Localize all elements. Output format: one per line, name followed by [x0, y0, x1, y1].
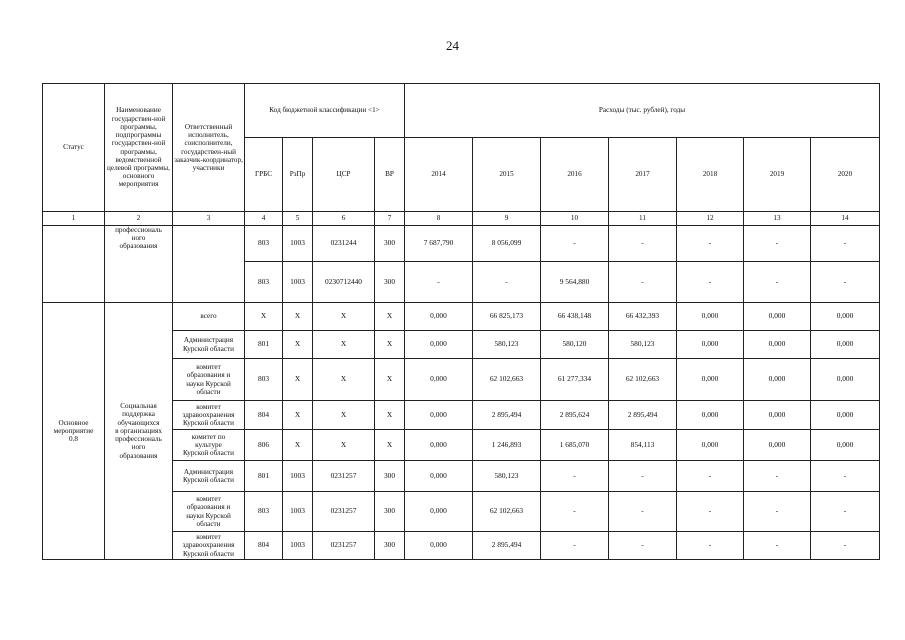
header-year: 2018	[677, 138, 744, 212]
value-cell: -	[541, 492, 609, 532]
header-expenses: Расходы (тыс. рублей), годы	[405, 84, 880, 138]
grbs-cell: 803	[245, 262, 283, 303]
executor-cell: комитет здравоохранения Курской области	[173, 401, 245, 430]
value-cell: 0,000	[405, 461, 473, 492]
header-year: 2014	[405, 138, 473, 212]
value-cell: 0,000	[744, 303, 811, 331]
csr-cell: X	[313, 359, 375, 401]
value-cell: 0,000	[744, 430, 811, 461]
header-name: Наименование государствен-ной программы, подпрограммы государствен-ной программы, ведомственной целевой программы, основного мероприятия	[105, 84, 173, 212]
vr-cell: 300	[375, 492, 405, 532]
executor-cell: всего	[173, 303, 245, 331]
value-cell: -	[811, 461, 880, 492]
value-cell: -	[677, 226, 744, 262]
header-code-rzpr: РзПр	[283, 138, 313, 212]
value-cell: 2 895,494	[609, 401, 677, 430]
value-cell: -	[811, 532, 880, 560]
value-cell: 0,000	[677, 401, 744, 430]
col-number: 4	[245, 212, 283, 226]
rzpr-cell: 1003	[283, 461, 313, 492]
col-number: 1	[43, 212, 105, 226]
value-cell: -	[744, 461, 811, 492]
header-year: 2019	[744, 138, 811, 212]
header-code-csr: ЦСР	[313, 138, 375, 212]
status-cell: Основное мероприятие 0.8	[43, 303, 105, 560]
value-cell: 580,123	[473, 461, 541, 492]
csr-cell: X	[313, 430, 375, 461]
value-cell: 0,000	[811, 401, 880, 430]
header-status: Статус	[43, 84, 105, 212]
executor-cell: комитет образования и науки Курской области	[173, 492, 245, 532]
col-number: 11	[609, 212, 677, 226]
rzpr-cell: 1003	[283, 492, 313, 532]
value-cell: 66 825,173	[473, 303, 541, 331]
value-cell: -	[609, 492, 677, 532]
value-cell: 0,000	[677, 359, 744, 401]
value-cell: 0,000	[744, 331, 811, 359]
grbs-cell: 803	[245, 492, 283, 532]
vr-cell: 300	[375, 532, 405, 560]
rzpr-cell: 1003	[283, 532, 313, 560]
grbs-cell: 801	[245, 461, 283, 492]
status-cell	[43, 226, 105, 303]
value-cell: 61 277,334	[541, 359, 609, 401]
rzpr-cell: X	[283, 359, 313, 401]
value-cell: -	[609, 532, 677, 560]
value-cell: -	[677, 532, 744, 560]
col-number: 10	[541, 212, 609, 226]
rzpr-cell: X	[283, 401, 313, 430]
value-cell: -	[677, 492, 744, 532]
value-cell: 0,000	[811, 359, 880, 401]
value-cell: 66 432,393	[609, 303, 677, 331]
value-cell: 0,000	[811, 430, 880, 461]
value-cell: -	[744, 226, 811, 262]
value-cell: 62 102,663	[473, 492, 541, 532]
col-number: 9	[473, 212, 541, 226]
csr-cell: 0231244	[313, 226, 375, 262]
executor-cell: комитет здравоохранения Курской области	[173, 532, 245, 560]
value-cell: 8 056,099	[473, 226, 541, 262]
grbs-cell: 803	[245, 359, 283, 401]
table-row	[43, 303, 880, 331]
value-cell: 9 564,880	[541, 262, 609, 303]
executor-cell: Администрация Курской области	[173, 331, 245, 359]
value-cell: 2 895,624	[541, 401, 609, 430]
value-cell: -	[541, 532, 609, 560]
value-cell: -	[405, 262, 473, 303]
value-cell: 2 895,494	[473, 532, 541, 560]
program-name-cell: Социальная поддержка обучающихся в организациях профессиональ ного образования	[105, 303, 173, 560]
rzpr-cell: X	[283, 331, 313, 359]
vr-cell: X	[375, 359, 405, 401]
executor-cell	[173, 226, 245, 303]
vr-cell: X	[375, 401, 405, 430]
vr-cell: X	[375, 331, 405, 359]
col-number: 12	[677, 212, 744, 226]
value-cell: 0,000	[744, 359, 811, 401]
value-cell: 7 687,790	[405, 226, 473, 262]
col-number: 14	[811, 212, 880, 226]
value-cell: 0,000	[405, 401, 473, 430]
page-number: 24	[446, 38, 459, 53]
value-cell: -	[609, 226, 677, 262]
value-cell: 0,000	[405, 532, 473, 560]
vr-cell: 300	[375, 226, 405, 262]
csr-cell: X	[313, 331, 375, 359]
value-cell: 854,113	[609, 430, 677, 461]
vr-cell: X	[375, 303, 405, 331]
csr-cell: 0231257	[313, 492, 375, 532]
value-cell: 66 438,148	[541, 303, 609, 331]
value-cell: 580,123	[473, 331, 541, 359]
value-cell: 1 246,893	[473, 430, 541, 461]
value-cell: 2 895,494	[473, 401, 541, 430]
value-cell: 0,000	[677, 303, 744, 331]
col-number: 8	[405, 212, 473, 226]
value-cell: 0,000	[405, 303, 473, 331]
value-cell: 62 102,663	[609, 359, 677, 401]
value-cell: -	[473, 262, 541, 303]
header-code-grbs: ГРБС	[245, 138, 283, 212]
value-cell: -	[541, 226, 609, 262]
csr-cell: X	[313, 401, 375, 430]
grbs-cell: 801	[245, 331, 283, 359]
value-cell: 1 685,070	[541, 430, 609, 461]
grbs-cell: 803	[245, 226, 283, 262]
rzpr-cell: 1003	[283, 226, 313, 262]
grbs-cell: X	[245, 303, 283, 331]
vr-cell: X	[375, 430, 405, 461]
value-cell: 0,000	[677, 430, 744, 461]
col-number: 7	[375, 212, 405, 226]
header-year: 2017	[609, 138, 677, 212]
header-budget-code: Код бюджетной классификации <1>	[245, 84, 405, 138]
col-number: 3	[173, 212, 245, 226]
col-number: 13	[744, 212, 811, 226]
value-cell: 580,123	[609, 331, 677, 359]
col-number: 6	[313, 212, 375, 226]
csr-cell: 0231257	[313, 532, 375, 560]
value-cell: 0,000	[405, 331, 473, 359]
value-cell: -	[677, 461, 744, 492]
rzpr-cell: X	[283, 430, 313, 461]
header-year: 2016	[541, 138, 609, 212]
value-cell: 62 102,663	[473, 359, 541, 401]
value-cell: -	[744, 532, 811, 560]
value-cell: -	[609, 262, 677, 303]
col-number: 5	[283, 212, 313, 226]
csr-cell: X	[313, 303, 375, 331]
vr-cell: 300	[375, 461, 405, 492]
rzpr-cell: X	[283, 303, 313, 331]
table-row	[43, 226, 880, 262]
value-cell: -	[811, 262, 880, 303]
executor-cell: Администрация Курской области	[173, 461, 245, 492]
col-number: 2	[105, 212, 173, 226]
grbs-cell: 804	[245, 532, 283, 560]
header-year: 2020	[811, 138, 880, 212]
column-number-row	[43, 212, 880, 226]
value-cell: 0,000	[405, 359, 473, 401]
value-cell: -	[609, 461, 677, 492]
program-name-cell: профессиональ ного образования	[105, 226, 173, 303]
value-cell: 0,000	[677, 331, 744, 359]
value-cell: 580,120	[541, 331, 609, 359]
vr-cell: 300	[375, 262, 405, 303]
grbs-cell: 806	[245, 430, 283, 461]
value-cell: -	[541, 461, 609, 492]
value-cell: -	[677, 262, 744, 303]
value-cell: -	[811, 492, 880, 532]
value-cell: 0,000	[405, 492, 473, 532]
header-executor: Ответственный исполнитель, соисполнители, государствен-ный заказчик-координатор, участники	[173, 84, 245, 212]
header-row	[43, 84, 880, 138]
header-code-vr: ВР	[375, 138, 405, 212]
rzpr-cell: 1003	[283, 262, 313, 303]
value-cell: 0,000	[744, 401, 811, 430]
value-cell: 0,000	[811, 331, 880, 359]
value-cell: 0,000	[405, 430, 473, 461]
executor-cell: комитет по культуре Курской области	[173, 430, 245, 461]
value-cell: 0,000	[811, 303, 880, 331]
budget-table	[42, 83, 880, 560]
value-cell: -	[744, 492, 811, 532]
value-cell: -	[744, 262, 811, 303]
value-cell: -	[811, 226, 880, 262]
csr-cell: 0230712440	[313, 262, 375, 303]
header-year: 2015	[473, 138, 541, 212]
grbs-cell: 804	[245, 401, 283, 430]
csr-cell: 0231257	[313, 461, 375, 492]
executor-cell: комитет образования и науки Курской области	[173, 359, 245, 401]
